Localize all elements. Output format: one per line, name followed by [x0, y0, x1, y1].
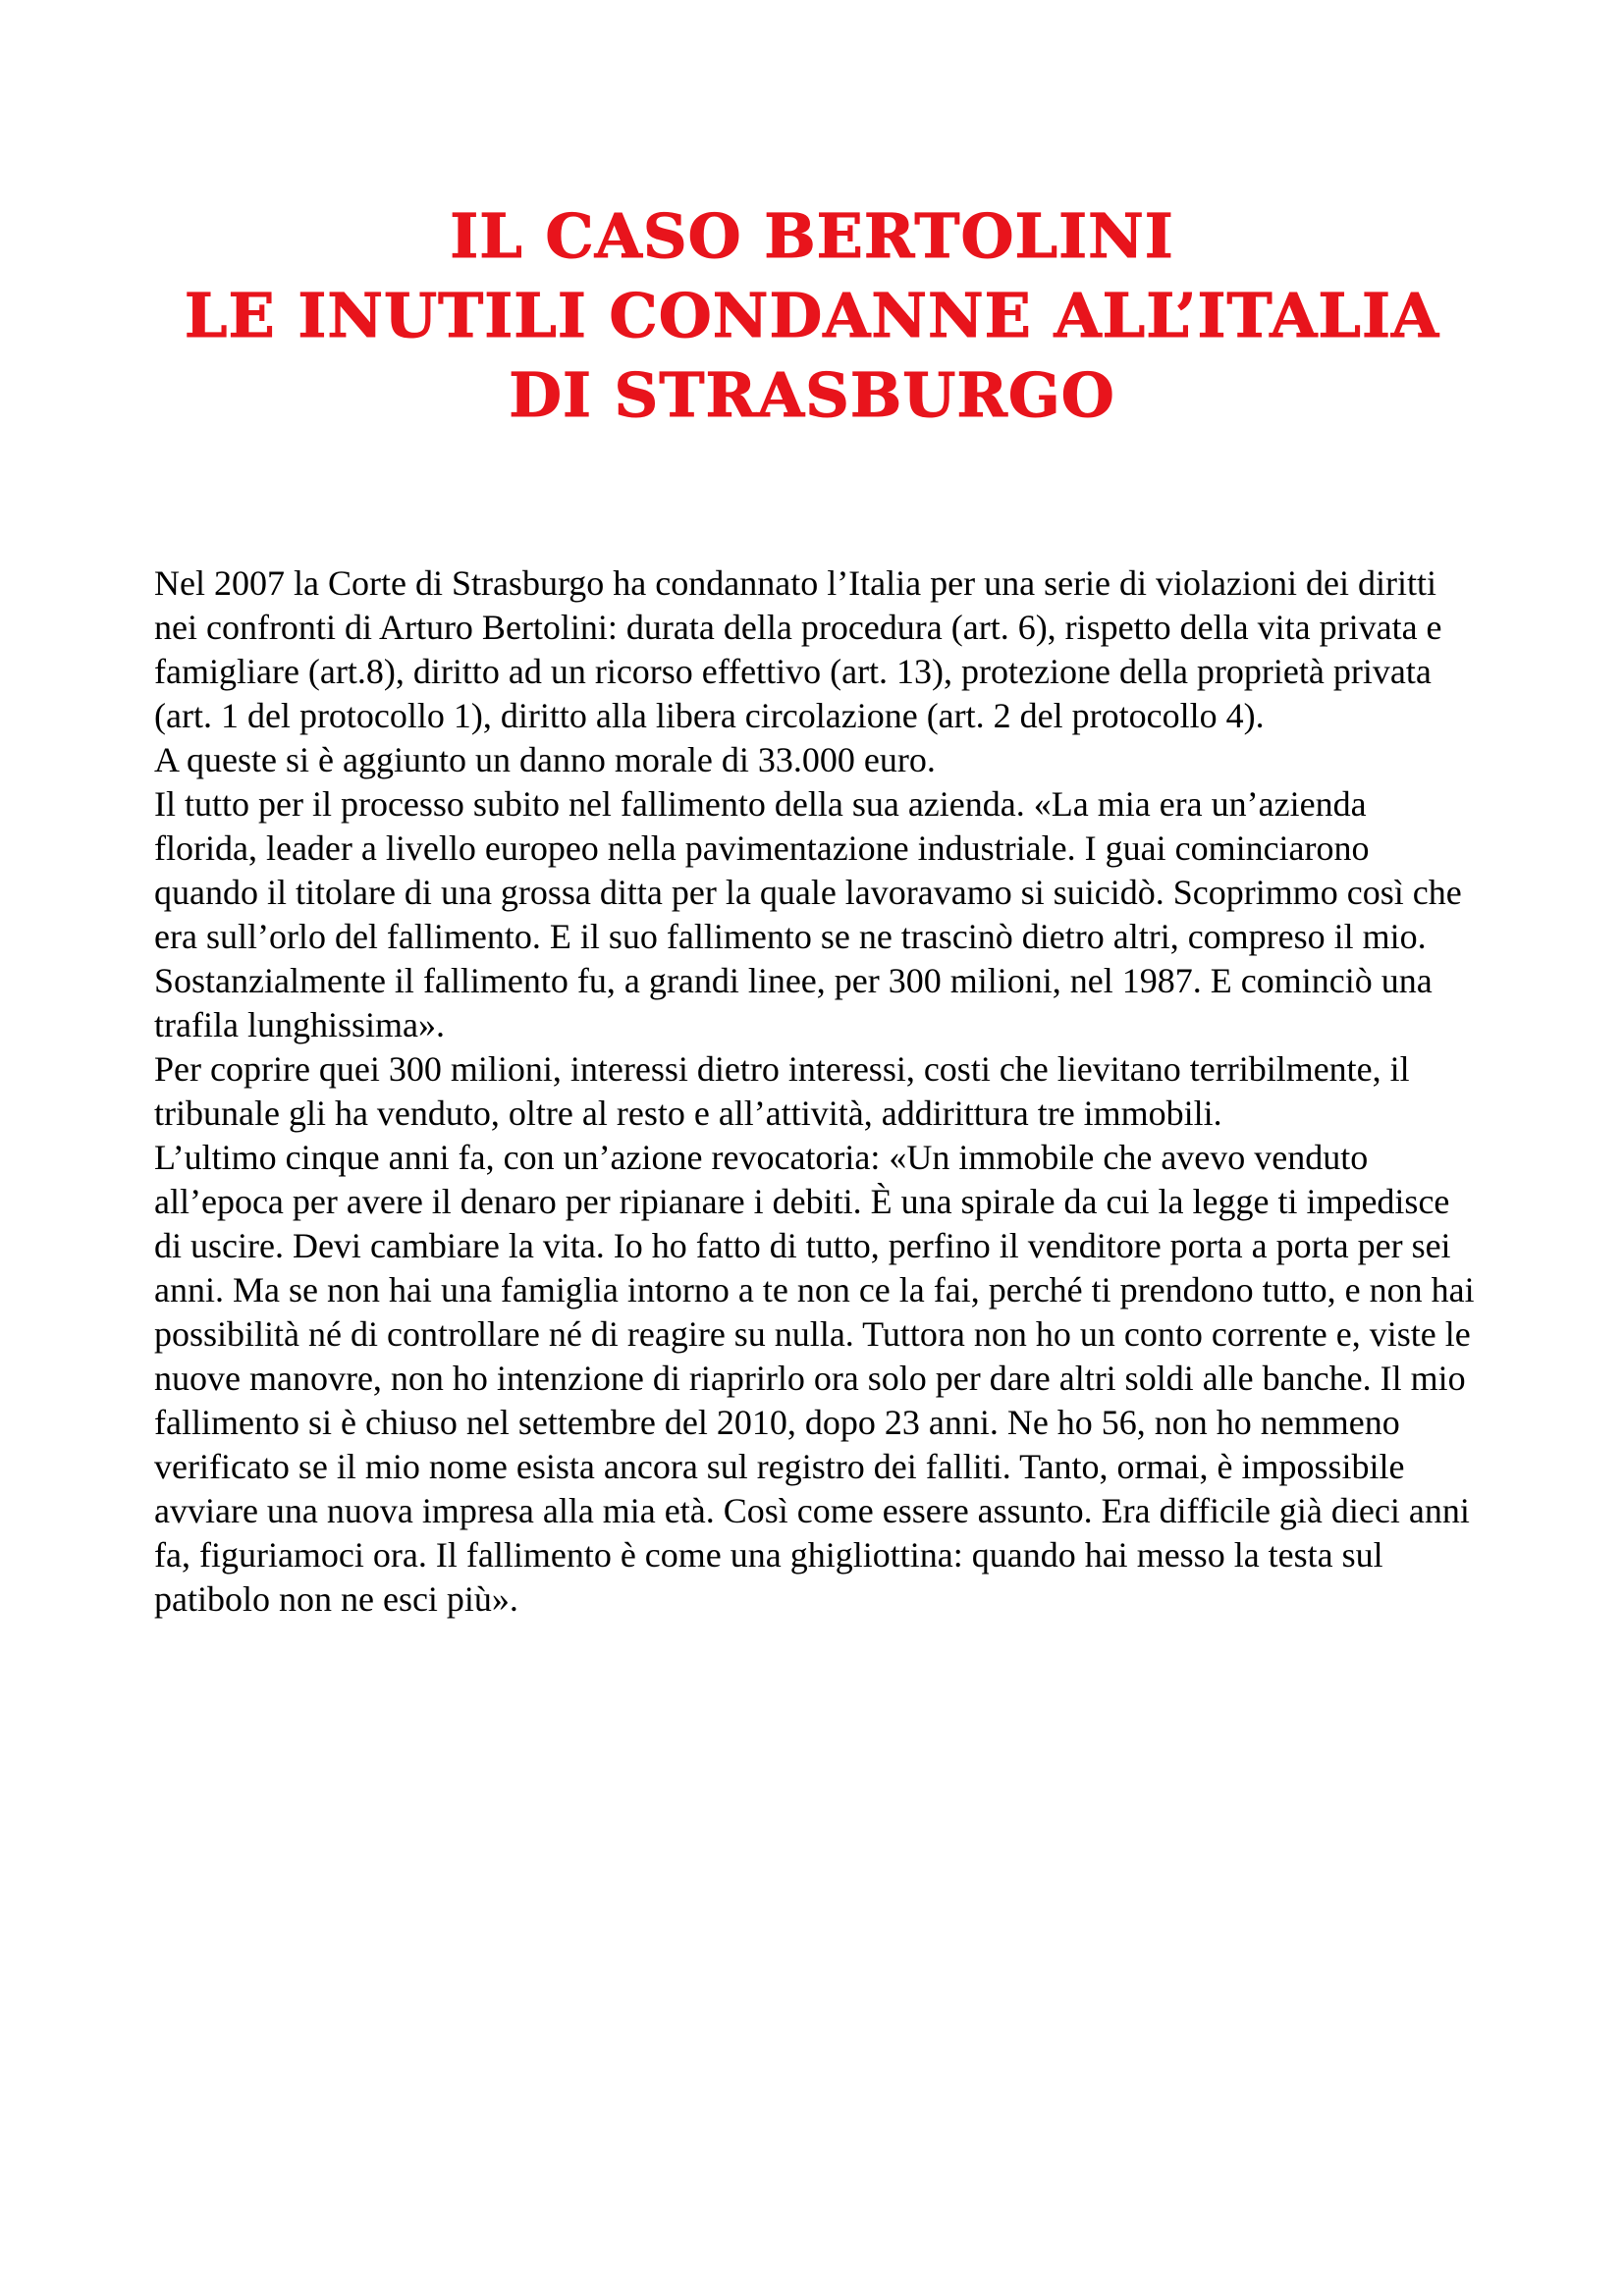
article-body — [154, 561, 1475, 1622]
paragraph-closing-quote: L’ultimo cinque anni fa, con un’azione revocatoria: «Un immobile che avevo venduto all’epoca per avere il denaro per ripianare i debiti. È una spirale da cui la legge ti impedisce di uscire. Devi cambiare la vita. Io ho fatto di tutto, perfino il venditore porta a porta per sei anni. Ma se non hai una famiglia intorno a te non ce la fai, perché ti prendono tutto, e non hai possibilità né di controllare né di reagire su nulla. Tuttora non ho un conto corrente e, viste le nuove manovre, non ho intenzione di riaprirlo ora solo per dare altri soldi alle banche. Il mio fallimento si è chiuso nel settembre del 2010, dopo 23 anni. Ne ho 56, non ho nemmeno verificato se il mio nome esista ancora sul registro dei falliti. Tanto, ormai, è impossibile avviare una nuova impresa alla mia età. Così come essere assunto. Era difficile già dieci anni fa, figuriamoci ora. Il fallimento è come una ghigliottina: quando hai messo la testa sul patibolo non ne esci più». — [154, 1138, 1475, 1619]
paragraph-moral-damage: A queste si è aggiunto un danno morale di 33.000 euro. — [154, 740, 936, 779]
paragraph-bankruptcy-story: Il tutto per il processo subito nel fallimento della sua azienda. «La mia era un’azienda florida, leader a livello europeo nella pavimentazione industriale. I guai cominciarono quando il titolare di una grossa ditta per la quale lavoravamo si suicidò. Scoprimmo così che era sull’orlo del fallimento. E il suo fallimento se ne trascinò dietro altri, compreso il mio. Sostanzialmente il fallimento fu, a grandi linee, per 300 milioni, nel 1987. E cominciò una trafila lunghissima». — [154, 784, 1462, 1044]
title-line-3: DI STRASBURGO — [509, 359, 1115, 431]
paragraph-court-ruling: Nel 2007 la Corte di Strasburgo ha condannato l’Italia per una serie di violazioni dei diritti nei confronti di Arturo Bertolini: durata della procedura (art. 6), rispetto della vita privata e famigliare (art.8), diritto ad un ricorso effettivo (art. 13), protezione della proprietà privata (art. 1 del protocollo 1), diritto alla libera circolazione (art. 2 del protocollo 4). — [154, 563, 1442, 735]
title-line-1: IL CASO BERTOLINI — [450, 200, 1174, 272]
article-title — [0, 196, 1624, 435]
title-line-2: LE INUTILI CONDANNE ALL’ITALIA — [184, 280, 1440, 351]
paragraph-property-sales: Per coprire quei 300 milioni, interessi dietro interessi, costi che lievitano terribilmente, il tribunale gli ha venduto, oltre al resto e all’attività, addirittura tre immobili. — [154, 1049, 1410, 1133]
